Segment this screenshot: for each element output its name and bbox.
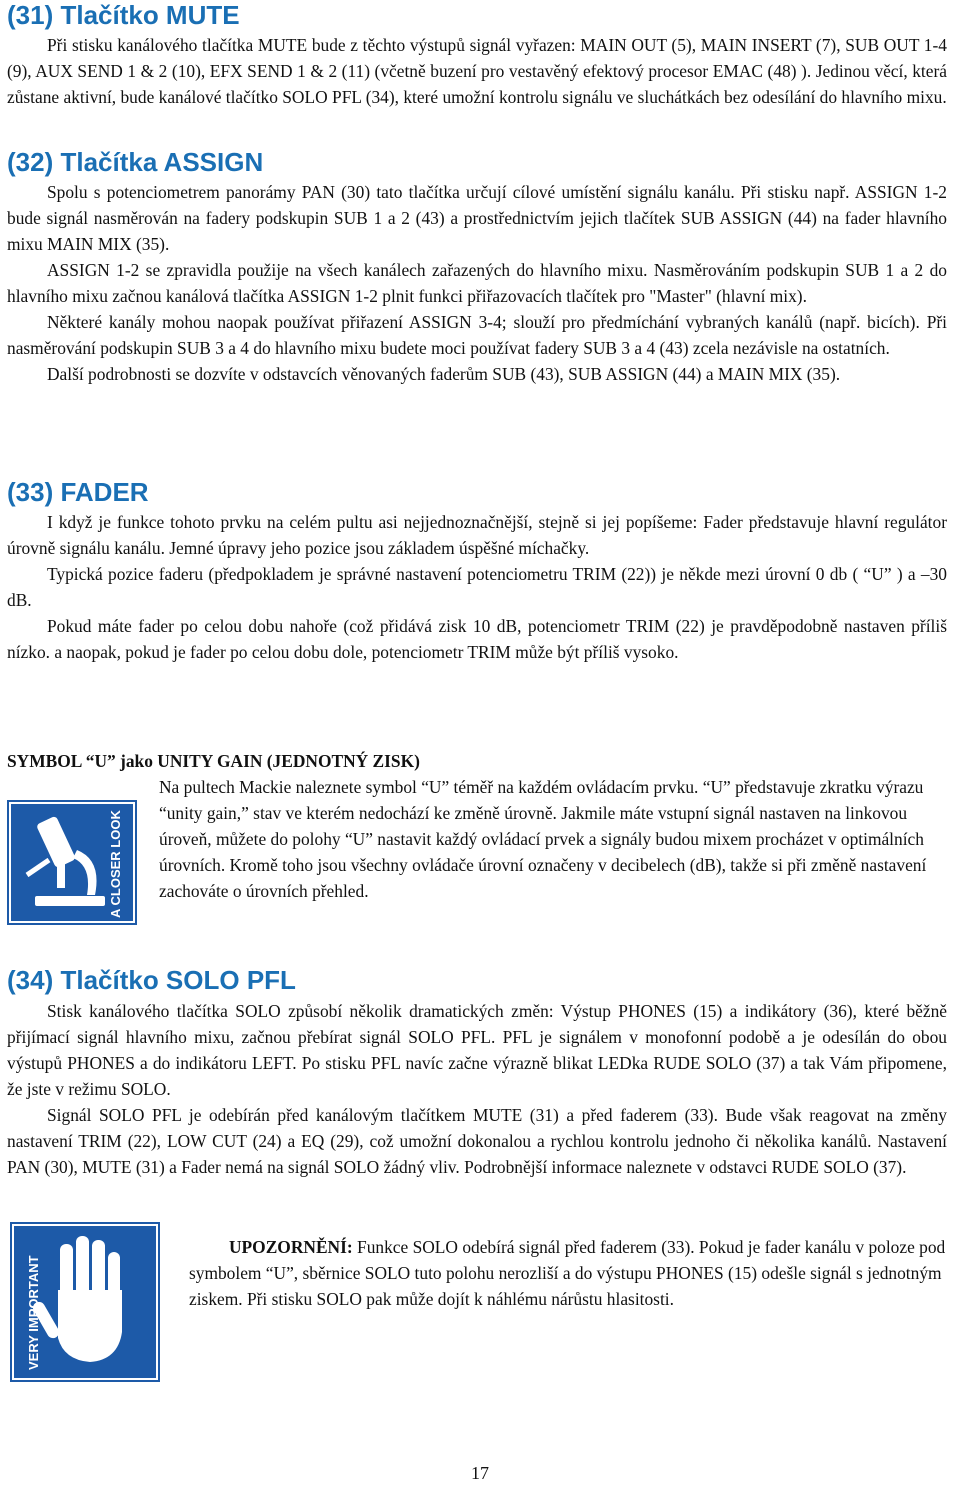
paragraph: Typická pozice faderu (předpokladem je správné nastavení potenciometru TRIM (22)) je někde mezi úrovní 0 db ( “U” ) a –30 dB. xyxy=(7,564,947,610)
mute-body xyxy=(7,32,947,110)
warning-paragraph xyxy=(189,1234,957,1312)
paragraph: Další podrobnosti se dozvíte v odstavcích věnovaných faderům SUB (43), SUB ASSIGN (44) a MAIN MIX (35). xyxy=(47,364,841,384)
paragraph: Některé kanály mohou naopak používat přiřazení ASSIGN 3-4; slouží pro předmíchání vybraných kanálů (např. bicích). Při nasměrování podskupin SUB 3 a 4 do hlavního mixu budete moci používat fadery SUB 3 a 4 (43) zcela nezávisle na ostatních. xyxy=(7,312,947,358)
warning-body xyxy=(189,1234,957,1312)
paragraph: Na pultech Mackie naleznete symbol “U” téměř na každém ovládacím prvku. “U” představuje zkratku výrazu “unity gain,” stav ve kterém nedochází ke změně úrovně. Jakmile máte vstupní signál nastaven na linkovou úroveň, můžete do polohy “U” nastavit každý ovládací prvek a signály budou mixem procházet v optimálních úrovních. Kromě toho jsou všechny ovládače úrovní označeny v decibelech (dB), takže si při změně nastavení zachováte o úrovních přehled. xyxy=(159,777,927,901)
warning-label: UPOZORNĚNÍ: xyxy=(229,1237,353,1257)
paragraph: Při stisku kanálového tlačítka MUTE bude z těchto výstupů signál vyřazen: MAIN OUT (5), MAIN INSERT (7), SUB OUT 1-4 (9), AUX SEND 1 & 2 (10), EFX SEND 1 & 2 (11) (včetně buzení pro vestavěný efektový procesor EMAC (48) ). Jedinou věcí, která zůstane aktivní, bude kanálové tlačítko SOLO PFL (34), které umožní kontrolu signálu ve sluchátkách bez odesílání do hlavního mixu. xyxy=(7,35,947,107)
warning-text: Funkce SOLO odebírá signál před faderem (33). Pokud je fader kanálu v poloze pod symbolem “U”, sběrnice SOLO tuto polohu nerozliší a do výstupu PHONES (15) odešle signál s jednotným ziskem. Při stisku SOLO pak může dojít k náhlému nárůstu hlasitosti. xyxy=(189,1237,946,1309)
solo-body xyxy=(7,998,947,1180)
unity-title: SYMBOL “U” jako UNITY GAIN (JEDNOTNÝ ZISK) xyxy=(7,751,420,771)
microscope-icon xyxy=(7,800,137,925)
paragraph: Signál SOLO PFL je odebírán před kanálovým tlačítkem MUTE (31) a před faderem (33). Bude však reagovat na změny nastavení TRIM (22), LOW CUT (24) a EQ (29), což umožní dokonalou a rychlou kontrolu jednoho či několika kanálů. Nastavení PAN (30), MUTE (31) a Fader nemá na signál SOLO žádný vliv. Podrobnější informace naleznete v odstavci RUDE SOLO (37). xyxy=(7,1105,947,1177)
icon-caption: A CLOSER LOOK xyxy=(108,810,123,918)
fader-body xyxy=(7,509,947,665)
heading-assign: (32) Tlačítka ASSIGN xyxy=(7,147,264,177)
paragraph: I když je funkce tohoto prvku na celém pultu asi nejjednoznačnější, stejně si jej popíšeme: Fader představuje hlavní regulátor úrovně signálu kanálu. Jemné úpravy jeho pozice jsou základem úspěšné míchačky. xyxy=(7,512,947,558)
hand-icon xyxy=(10,1222,160,1382)
heading-solo: (34) Tlačítko SOLO PFL xyxy=(7,965,296,995)
page-number: 17 xyxy=(471,1463,489,1483)
paragraph: ASSIGN 1-2 se zpravidla použije na všech kanálech zařazených do hlavního mixu. Nasměrováním podskupin SUB 1 a 2 do hlavního mixu začnou kanálová tlačítka ASSIGN 1-2 plnit funkci přiřazovacích tlačítek pro "Master" (hlavní mix). xyxy=(7,260,947,306)
paragraph: Stisk kanálového tlačítka SOLO způsobí několik dramatických změn: Výstup PHONES (15) a indikátory (36), které běžně přijímací signál hlavního mixu, začnou přebírat signál SOLO PFL. PFL je signálem v monofonní podobě a je odesílán do obou výstupů PHONES a do indikátoru LEFT. Po stisku PFL navíc začne výrazně blikat LEDka RUDE SOLO (37) a tak Vám připomene, že jste v režimu SOLO. xyxy=(7,1001,947,1099)
assign-body xyxy=(7,179,947,387)
heading-fader: (33) FADER xyxy=(7,477,149,507)
unity-body xyxy=(159,774,944,904)
heading-mute: (31) Tlačítko MUTE xyxy=(7,0,240,30)
paragraph: Spolu s potenciometrem panorámy PAN (30) tato tlačítka určují cílové umístění signálu kanálu. Při stisku např. ASSIGN 1-2 bude signál nasměrován na fadery podskupin SUB 1 a 2 (43) a prostřednictvím jejich tlačítek SUB ASSIGN (44) na fader hlavního mixu MAIN MIX (35). xyxy=(7,182,947,254)
icon-caption: VERY IMPORTANT xyxy=(26,1255,41,1370)
paragraph: Pokud máte fader po celou dobu nahoře (což přidává zisk 10 dB, potenciometr TRIM (22) je pravděpodobně nastaven příliš nízko. a naopak, pokud je fader po celou dobu dole, potenciometr TRIM může být příliš vysoko. xyxy=(7,616,947,662)
